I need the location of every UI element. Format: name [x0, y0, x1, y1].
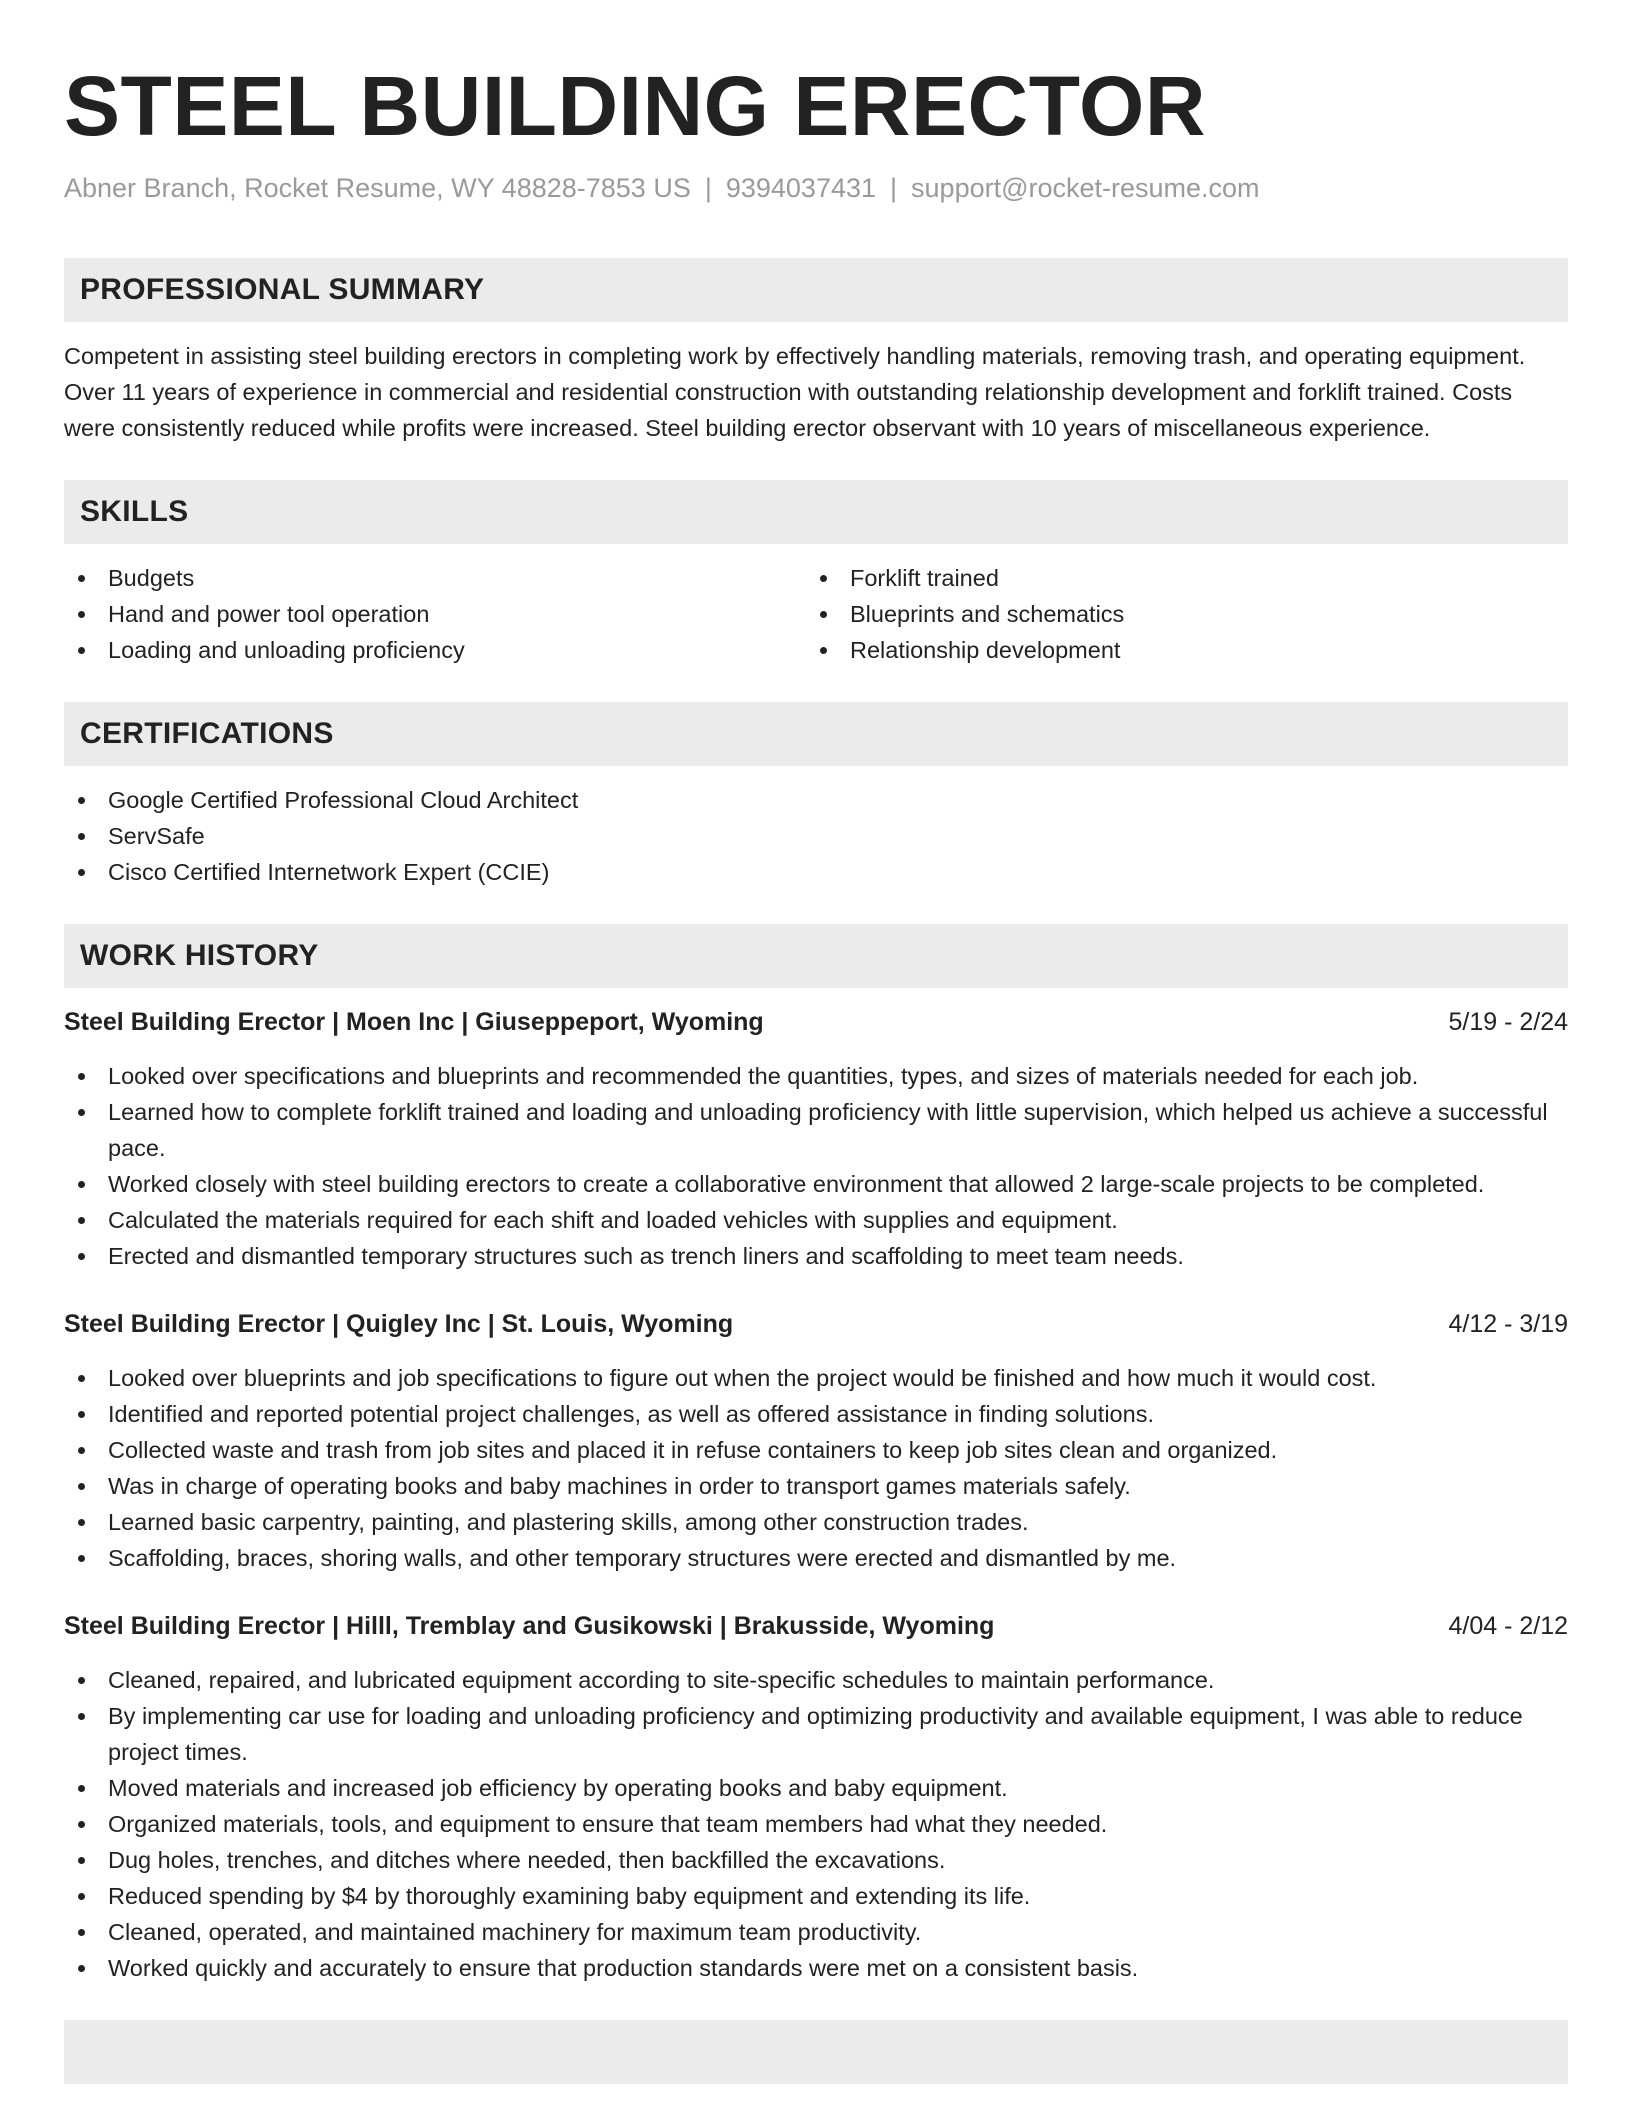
contact-line: [64, 170, 1568, 206]
job-title: Steel Building Erector | Hilll, Tremblay and Gusikowski | Brakusside, Wyoming: [64, 1612, 995, 1640]
job-bullet: Cleaned, operated, and maintained machinery for maximum team productivity.: [64, 1914, 1568, 1950]
skills-heading: SKILLS: [64, 480, 1568, 544]
resume-title: STEEL BUILDING ERECTOR: [64, 59, 1207, 153]
job-entry: [64, 1306, 1568, 1576]
job-title: Steel Building Erector | Moen Inc | Giuseppeport, Wyoming: [64, 1008, 764, 1036]
job-bullet: Learned basic carpentry, painting, and plastering skills, among other construction trades.: [64, 1504, 1568, 1540]
job-bullet: Looked over blueprints and job specifications to figure out when the project would be finished and how much it would cost.: [64, 1360, 1568, 1396]
job-bullets: [64, 1058, 1568, 1274]
job-bullet: Was in charge of operating books and baby machines in order to transport games materials safely.: [64, 1468, 1568, 1504]
skill-item: Budgets: [64, 560, 806, 596]
job-bullet: Reduced spending by $4 by thoroughly examining baby equipment and extending its life.: [64, 1878, 1568, 1914]
resume-page: [64, 0, 1568, 2084]
job-bullet: Worked quickly and accurately to ensure that production standards were met on a consistent basis.: [64, 1950, 1568, 1986]
certifications-list: [64, 782, 1568, 890]
next-section: [64, 2020, 1568, 2084]
skills-list-left: [64, 560, 806, 668]
job-dates: 5/19 - 2/24: [1448, 1008, 1568, 1036]
next-section-heading: [64, 2020, 1568, 2084]
job-bullet: Erected and dismantled temporary structures such as trench liners and scaffolding to meet team needs.: [64, 1238, 1568, 1274]
job-bullet: Worked closely with steel building erectors to create a collaborative environment that allowed 2 large-scale projects to be completed.: [64, 1166, 1568, 1202]
job-bullet: Scaffolding, braces, shoring walls, and other temporary structures were erected and dismantled by me.: [64, 1540, 1568, 1576]
contact-address: Abner Branch, Rocket Resume, WY 48828-7853 US: [64, 173, 691, 203]
certification-item: Cisco Certified Internetwork Expert (CCIE): [64, 854, 1568, 890]
job-entry: [64, 1004, 1568, 1274]
certification-item: ServSafe: [64, 818, 1568, 854]
job-bullet: By implementing car use for loading and unloading proficiency and optimizing productivity and available equipment, I was able to reduce project times.: [64, 1698, 1568, 1770]
job-bullet: Dug holes, trenches, and ditches where needed, then backfilled the excavations.: [64, 1842, 1568, 1878]
job-bullet: Collected waste and trash from job sites and placed it in refuse containers to keep job sites clean and organized.: [64, 1432, 1568, 1468]
skill-item: Hand and power tool operation: [64, 596, 806, 632]
skill-item: Blueprints and schematics: [806, 596, 1548, 632]
skill-item: Forklift trained: [806, 560, 1548, 596]
job-entry: [64, 1608, 1568, 1986]
skills-list-right: [806, 560, 1548, 668]
job-bullet: Learned how to complete forklift trained and loading and unloading proficiency with little supervision, which helped us achieve a successful pace.: [64, 1094, 1568, 1166]
job-header: [64, 1004, 1568, 1040]
contact-separator: |: [890, 173, 898, 203]
job-header: [64, 1608, 1568, 1644]
skill-item: Loading and unloading proficiency: [64, 632, 806, 668]
job-bullet: Identified and reported potential project challenges, as well as offered assistance in finding solutions.: [64, 1396, 1568, 1432]
job-bullets: [64, 1662, 1568, 1986]
job-dates: 4/04 - 2/12: [1448, 1612, 1568, 1640]
job-bullet: Calculated the materials required for each shift and loaded vehicles with supplies and equipment.: [64, 1202, 1568, 1238]
work-history-heading: WORK HISTORY: [64, 924, 1568, 988]
job-bullet: Looked over specifications and blueprints and recommended the quantities, types, and sizes of materials needed for each job.: [64, 1058, 1568, 1094]
job-bullet: Moved materials and increased job efficiency by operating books and baby equipment.: [64, 1770, 1568, 1806]
contact-email[interactable]: support@rocket-resume.com: [911, 173, 1260, 203]
certifications-heading: CERTIFICATIONS: [64, 702, 1568, 766]
contact-phone: 9394037431: [725, 173, 877, 203]
summary-text: Competent in assisting steel building erectors in completing work by effectively handling materials, removing trash, and operating equipment. Over 11 years of experience in commercial and residential construction with outstanding relationship development and forklift trained. Costs were consistently reduced while profits were increased. Steel building erector observant with 10 years of miscellaneous experience.: [64, 343, 1526, 441]
summary-heading: PROFESSIONAL SUMMARY: [64, 258, 1568, 322]
skills-grid: [64, 560, 1568, 668]
job-dates: 4/12 - 3/19: [1448, 1310, 1568, 1338]
summary-section: [64, 258, 1568, 446]
skill-item: Relationship development: [806, 632, 1548, 668]
job-bullet: Organized materials, tools, and equipment to ensure that team members had what they needed.: [64, 1806, 1568, 1842]
job-header: [64, 1306, 1568, 1342]
job-title: Steel Building Erector | Quigley Inc | St. Louis, Wyoming: [64, 1310, 734, 1338]
certification-item: Google Certified Professional Cloud Architect: [64, 782, 1568, 818]
job-bullets: [64, 1360, 1568, 1576]
work-history-section: [64, 924, 1568, 1986]
certifications-section: [64, 702, 1568, 890]
job-bullet: Cleaned, repaired, and lubricated equipment according to site-specific schedules to maintain performance.: [64, 1662, 1568, 1698]
skills-section: [64, 480, 1568, 668]
contact-separator: |: [704, 173, 712, 203]
